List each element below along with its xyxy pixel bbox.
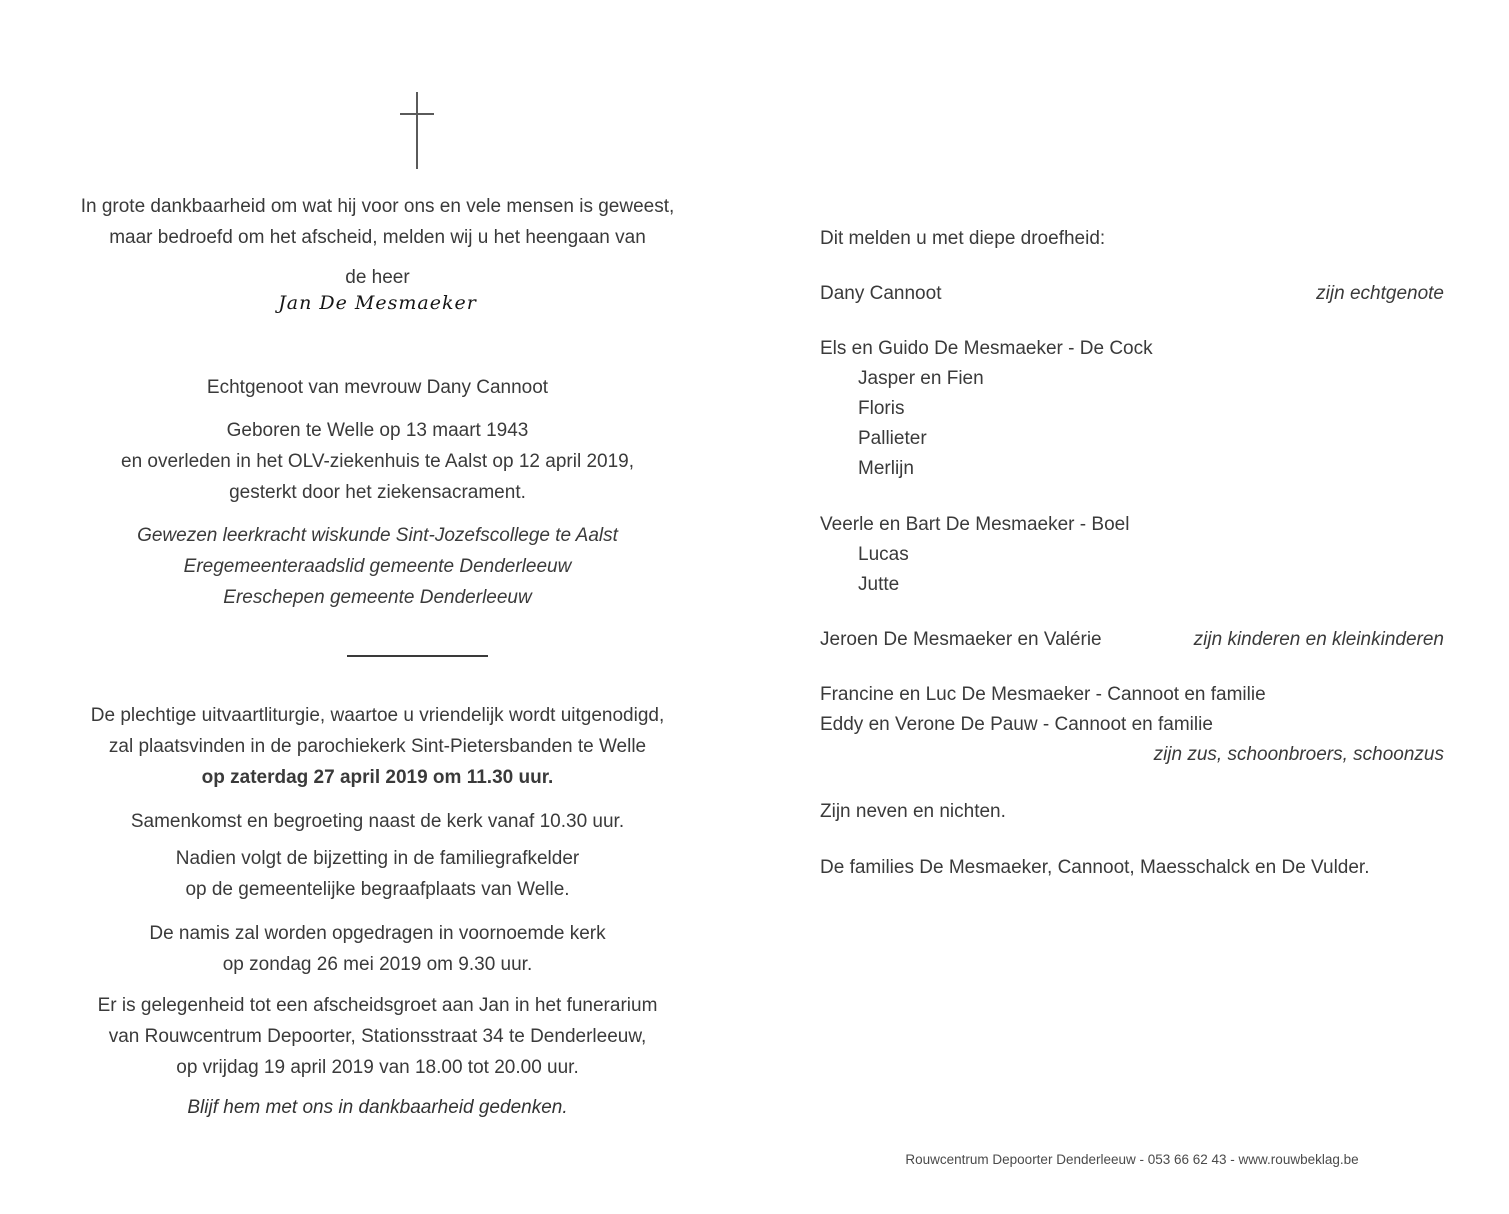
mass-line-2: op zondag 26 mei 2019 om 9.30 uur. [222,954,533,975]
family-2-parents: Veerle en Bart De Mesmaeker - Boel [820,514,1130,535]
spouse-relation: zijn echtgenote [1316,283,1444,304]
gathering-line: Samenkomst en begroeting naast de kerk vanaf 10.30 uur. [130,811,625,832]
interment-line-1: Nadien volgt de bijzetting in de familiegrafkelder [175,848,580,869]
siblings-line-1: Francine en Luc De Mesmaeker - Cannoot en familie [820,684,1266,705]
funeral-home-footer: Rouwcentrum Depoorter Denderleeuw - 053 66 62 43 - www.rouwbeklag.be [905,1152,1359,1167]
service-datetime: op zaterdag 27 april 2019 om 11.30 uur. [201,767,554,788]
families-summary-line: De families De Mesmaeker, Cannoot, Maesschalck en De Vulder. [820,857,1370,878]
visitation-paragraph [40,990,715,1083]
family-2-child: Jutte [858,574,900,595]
family-3-parents: Jeroen De Mesmaeker en Valérie [820,629,1102,650]
family-2-children [820,540,1444,600]
mass-line-1: De namis zal worden opgedragen in voornoemde kerk [149,923,606,944]
family-1-child: Merlijn [858,458,914,479]
spouse-entry [820,279,1444,309]
visitation-line-3: op vrijdag 19 april 2019 van 18.00 tot 20.00 uur. [176,1057,579,1078]
visitation-line-1: Er is gelegenheid tot een afscheidsgroet aan Jan in het funerarium [97,995,658,1016]
honorific: de heer [345,267,410,288]
birth-line: Geboren te Welle op 13 maart 1943 [226,420,529,441]
intro-line-2: maar bedroefd om het afscheid, melden wij u het heengaan van [109,227,646,248]
mass-paragraph [40,918,715,980]
spouse-subtitle: Echtgenoot van mevrouw Dany Cannoot [206,377,549,398]
family-entry-1 [820,334,1444,484]
family-1-children [820,364,1444,484]
announcement-line: Dit melden u met diepe droefheid: [820,228,1106,249]
interment-paragraph [40,843,715,905]
visitation-line-2: van Rouwcentrum Depoorter, Stationsstraat 34 te Denderleeuw, [108,1026,647,1047]
closing-sentence: Blijf hem met ons in dankbaarheid gedenken. [187,1097,568,1118]
family-3-relation: zijn kinderen en kleinkinderen [1193,629,1444,650]
cross-icon [400,92,434,169]
family-entry-2 [820,510,1444,600]
intro-line-1: In grote dankbaarheid om wat hij voor ons en vele mensen is geweest, [80,196,675,217]
sacrament-line: gesterkt door het ziekensacrament. [229,482,526,503]
funeral-service-paragraph [40,700,715,793]
honors-line-2: Eregemeenteraadslid gemeente Denderleeuw [183,556,572,577]
family-2-child: Lucas [858,544,909,565]
cross-horizontal-bar [400,113,434,115]
intro-paragraph [40,191,715,253]
family-1-child: Floris [858,398,905,419]
siblings-relation: zijn zus, schoonbroers, schoonzus [1153,744,1444,765]
service-line-1: De plechtige uitvaartliturgie, waartoe u vriendelijk wordt uitgenodigd, [90,705,665,726]
service-line-2: zal plaatsvinden in de parochiekerk Sint-Pietersbanden te Welle [108,736,647,757]
nephews-line: Zijn neven en nichten. [820,801,1006,822]
deceased-name: Jan De Mesmaeker [278,292,477,314]
honors-line-3: Ereschepen gemeente Denderleeuw [223,587,532,608]
siblings-line-2: Eddy en Verone De Pauw - Cannoot en familie [820,714,1213,735]
interment-line-2: op de gemeentelijke begraafplaats van Welle. [185,879,570,900]
family-1-parents: Els en Guido De Mesmaeker - De Cock [820,338,1153,359]
spouse-name: Dany Cannoot [820,283,942,304]
siblings-entry [820,680,1444,770]
family-1-child: Jasper en Fien [858,368,984,389]
family-1-child: Pallieter [858,428,927,449]
honors-line-1: Gewezen leerkracht wiskunde Sint-Jozefscollege te Aalst [137,525,618,546]
life-dates-paragraph [40,415,715,508]
honors-paragraph [40,520,715,613]
family-entry-3 [820,625,1444,655]
section-divider [347,655,488,657]
cross-vertical-bar [416,92,418,169]
death-line: en overleden in het OLV-ziekenhuis te Aalst op 12 april 2019, [121,451,634,472]
